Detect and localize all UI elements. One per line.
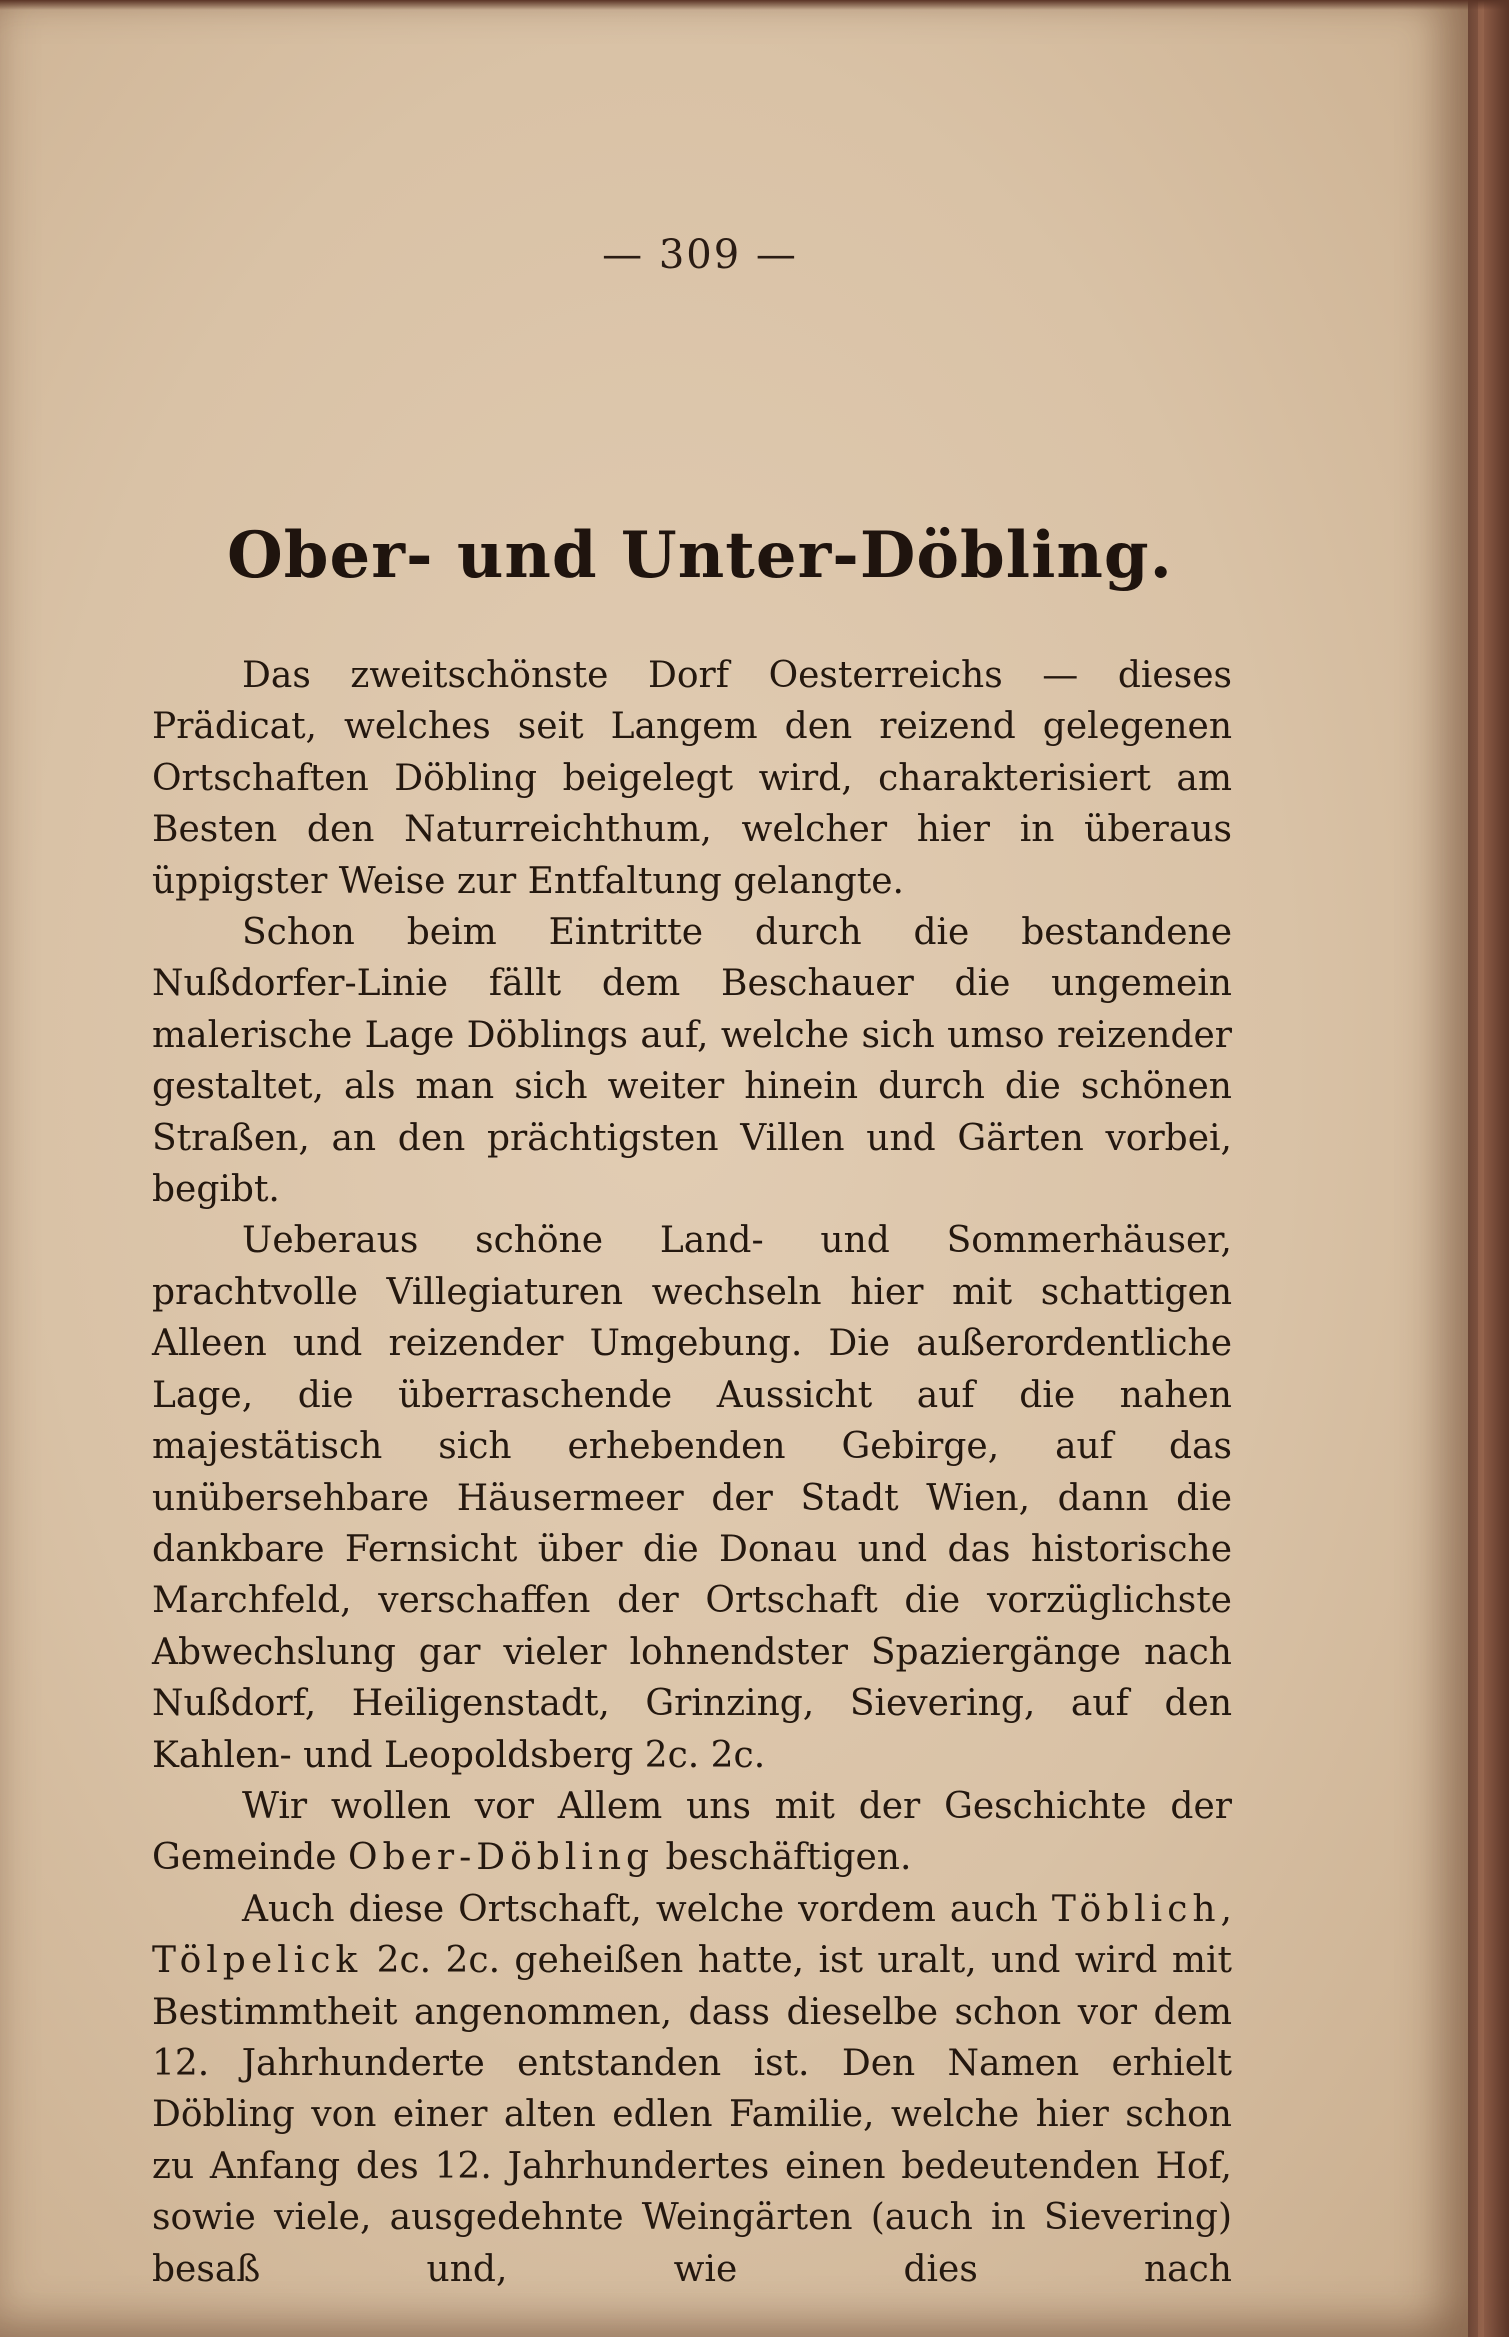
paragraph-5-end: 2c. 2c. geheißen hatte, ist uralt, und wird mit Bestimmtheit angenommen, dass dieselbe schon vor dem 12. Jahrhunderte entstanden ist. Den Namen erhielt Döbling von einer alten edlen Familie, welche hier schon zu Anfang des 12. Jahrhundertes einen bedeutenden Hof, sowie viele, ausgedehnte Weingärten (auch in Sievering) besaß und, wie dies nach <box>152 1940 1232 2290</box>
paragraph-1: Das zweitschönste Dorf Oesterreichs — dieses Prädicat, welches seit Langem den reizend gelegenen Ortschaften Döbling beigelegt wird, charakterisiert am Besten den Naturreichthum, welcher hier in überaus üppigster Weise zur Entfaltung gelangte. <box>152 655 1232 902</box>
paragraph-3: Ueberaus schöne Land- und Sommerhäuser, prachtvolle Villegiaturen wechseln hier mit schattigen Alleen und reizender Umgebung. Die außerordentliche Lage, die überraschende Aussicht auf die nahen majestätisch sich erhebenden Gebirge, auf das unübersehbare Häusermeer der Stadt Wien, dann die dankbare Fernsicht über die Donau und das historische Marchfeld, verschaffen der Ortschaft die vorzüglichste Abwechslung gar vieler lohnendster Spaziergänge nach Nußdorf, Heiligenstadt, Grinzing, Sievering, auf den Kahlen- und Leopoldsberg 2c. 2c. <box>152 1220 1232 1776</box>
chapter-title: Ober- und Unter-Döbling. <box>227 518 1173 593</box>
book-spine <box>1468 0 1509 2337</box>
paragraph-5-separator: , <box>1220 1888 1232 1930</box>
book-top-edge <box>0 0 1509 10</box>
paragraph-2: Schon beim Eintritte durch die bestandene Nußdorfer-Linie fällt dem Beschauer die ungemein malerische Lage Döblings auf, welche sich umso reizender gestaltet, als man sich weiter hinein durch die schönen Straßen, an den prächtigsten Villen und Gärten vorbei, begibt. <box>152 912 1232 1211</box>
book-spine-stripe <box>1478 0 1484 2337</box>
paragraph-5 <box>152 1884 1232 2295</box>
paragraph-4-end: beschäftigen. <box>654 1837 912 1879</box>
body-text <box>152 650 1232 2295</box>
paragraph-4 <box>152 1781 1232 1884</box>
paragraph-5-start: Auch diese Ortschaft, welche vordem auch <box>242 1888 1052 1930</box>
page-number: — 309 — <box>602 232 798 278</box>
spaced-place-name: Ober-Döbling <box>348 1837 655 1879</box>
spaced-old-name-2: Tölpelick <box>152 1940 363 1982</box>
spaced-old-name-1: Töblich <box>1051 1888 1221 1930</box>
paragraph-4-start: Wir wollen vor Allem uns mit der Geschichte der Gemeinde <box>152 1785 1232 1879</box>
